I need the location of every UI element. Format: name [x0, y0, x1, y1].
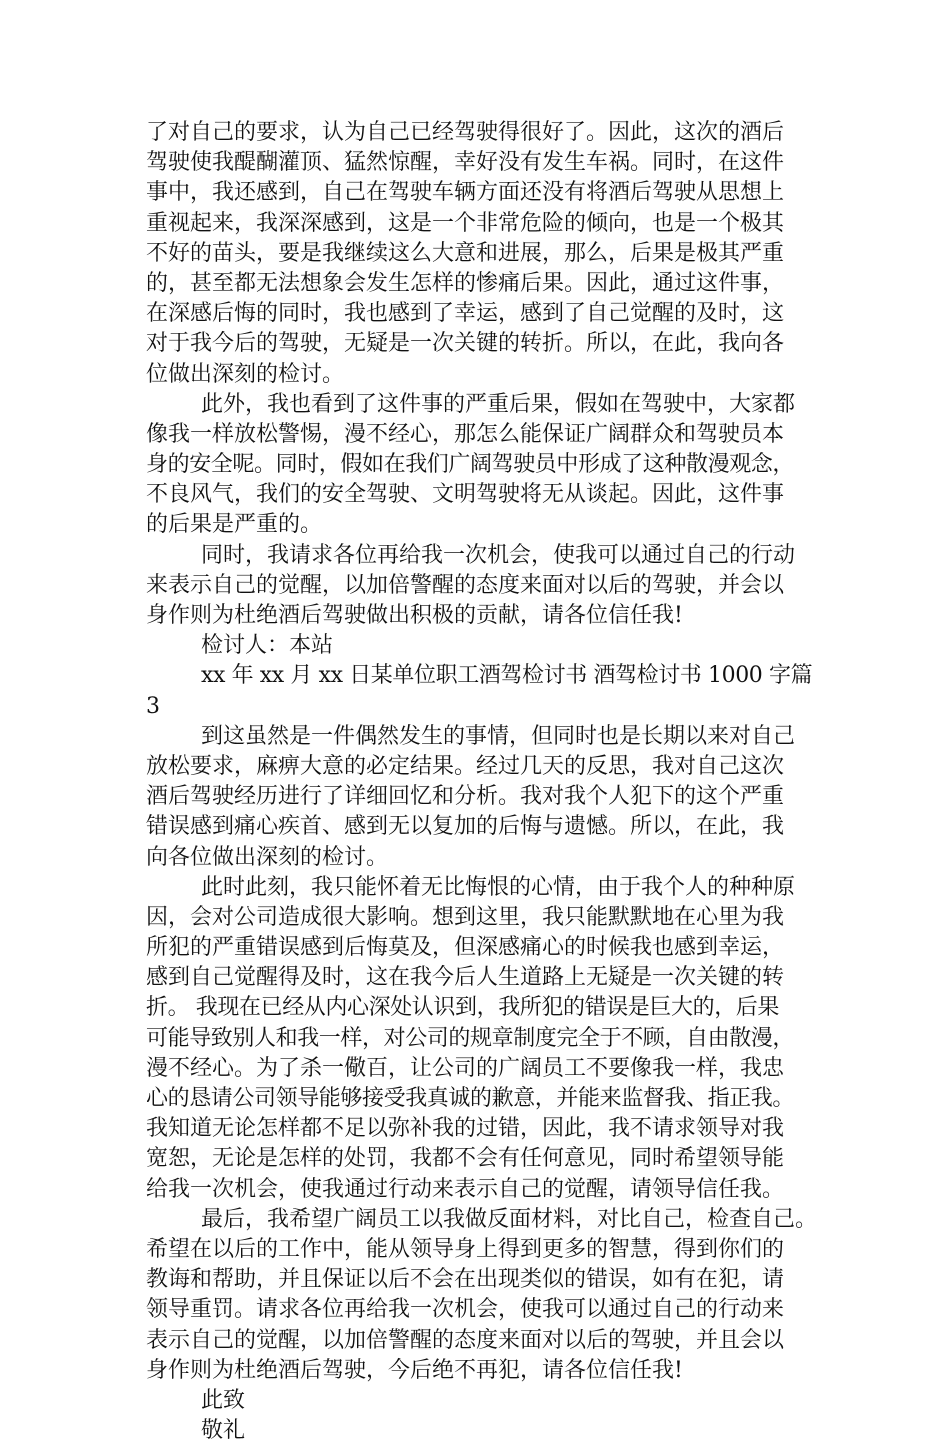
closing-regards: 敬礼 — [201, 1418, 246, 1444]
signature-line: 检讨人：本站 — [201, 633, 334, 659]
section-heading: xx 年 xx 月 xx 日某单位职工酒驾检讨书 酒驾检讨书 1000 字篇 — [201, 663, 813, 689]
body-text-line: 希望在以后的工作中，能从领导身上得到更多的智慧，得到你们的 — [146, 1236, 785, 1262]
body-text-line: 像我一样放松警惕，漫不经心，那怎么能保证广阔群众和驾驶员本 — [146, 421, 785, 447]
body-text-line: 事中，我还感到，自己在驾驶车辆方面还没有将酒后驾驶从思想上 — [146, 180, 785, 206]
body-text-line: 教诲和帮助，并且保证以后不会在出现类似的错误，如有在犯，请 — [146, 1267, 785, 1293]
paragraph-first-line: 此时此刻，我只能怀着无比悔恨的心情，由于我个人的种种原 — [201, 874, 796, 900]
body-text-line: 酒后驾驶经历进行了详细回忆和分析。我对我个人犯下的这个严重 — [146, 784, 785, 810]
paragraph-first-line: 最后，我希望广阔员工以我做反面材料，对比自己，检查自己。 — [201, 1206, 818, 1232]
document-body — [146, 118, 818, 1446]
body-text-line: 折。 我现在已经从内心深处认识到，我所犯的错误是巨大的，后果 — [146, 995, 779, 1021]
paragraph-first-line: 此外，我也看到了这件事的严重后果，假如在驾驶中，大家都 — [201, 391, 796, 417]
paragraph-first-line: 到这虽然是一件偶然发生的事情，但同时也是长期以来对自己 — [201, 723, 796, 749]
body-text-line: 不好的苗头，要是我继续这么大意和进展，那么，后果是极其严重 — [146, 240, 785, 266]
body-text-line: 向各位做出深刻的检讨。 — [146, 844, 389, 870]
section-heading-continued: 3 — [146, 693, 160, 719]
body-text-line: 因，会对公司造成很大影响。想到这里，我只能默默地在心里为我 — [146, 904, 785, 930]
body-text-line: 给我一次机会，使我通过行动来表示自己的觉醒，请领导信任我。 — [146, 1176, 785, 1202]
body-text-line: 的后果是严重的。 — [146, 512, 323, 538]
body-text-line: 我知道无论怎样都不足以弥补我的过错，因此，我不请求领导对我 — [146, 1116, 785, 1142]
body-text-line: 感到自己觉醒得及时，这在我今后人生道路上无疑是一次关键的转 — [146, 965, 785, 991]
paragraph-first-line: 同时，我请求各位再给我一次机会，使我可以通过自己的行动 — [201, 542, 796, 568]
body-text-line: 了对自己的要求，认为自己已经驾驶得很好了。因此，这次的酒后 — [146, 120, 785, 145]
body-text-line: 放松要求，麻痹大意的必定结果。经过几天的反思，我对自己这次 — [146, 753, 785, 779]
body-text-line: 身作则为杜绝酒后驾驶做出积极的贡献，请各位信任我! — [146, 603, 683, 628]
body-text-line: 驾驶使我醍醐灌顶、猛然惊醒，幸好没有发生车祸。同时，在这件 — [146, 150, 785, 176]
closing-salutation: 此致 — [201, 1387, 246, 1413]
body-text-line: 可能导致别人和我一样，对公司的规章制度完全于不顾，自由散漫， — [146, 1025, 795, 1051]
body-text-line: 身作则为杜绝酒后驾驶，今后绝不再犯，请各位信任我! — [146, 1357, 683, 1383]
body-text-line: 不良风气，我们的安全驾驶、文明驾驶将无从谈起。因此，这件事 — [146, 482, 785, 508]
body-text-line: 漫不经心。为了杀一儆百，让公司的广阔员工不要像我一样，我忠 — [146, 1055, 785, 1081]
body-text-line: 身的安全呢。同时，假如在我们广阔驾驶员中形成了这种散漫观念， — [146, 452, 795, 478]
body-text-line: 来表示自己的觉醒，以加倍警醒的态度来面对以后的驾驶，并会以 — [146, 572, 785, 598]
body-text-line: 领导重罚。请求各位再给我一次机会，使我可以通过自己的行动来 — [146, 1297, 785, 1323]
body-text-line: 的，甚至都无法想象会发生怎样的惨痛后果。因此，通过这件事， — [146, 270, 785, 296]
body-text-line: 重视起来，我深深感到，这是一个非常危险的倾向，也是一个极其 — [146, 210, 785, 236]
body-text-line: 对于我今后的驾驶，无疑是一次关键的转折。所以，在此，我向各 — [146, 331, 785, 357]
body-text-line: 心的恳请公司领导能够接受我真诚的歉意，并能来监督我、指正我。 — [146, 1086, 795, 1111]
body-text-line: 表示自己的觉醒，以加倍警醒的态度来面对以后的驾驶，并且会以 — [146, 1327, 785, 1353]
body-text-line: 宽恕，无论是怎样的处罚，我都不会有任何意见，同时希望领导能 — [146, 1146, 785, 1172]
body-text-line: 所犯的严重错误感到后悔莫及，但深感痛心的时候我也感到幸运， — [146, 935, 785, 961]
body-text-line: 在深感后悔的同时，我也感到了幸运，感到了自己觉醒的及时，这 — [146, 301, 785, 327]
body-text-line: 错误感到痛心疾首、感到无以复加的后悔与遗憾。所以，在此，我 — [146, 814, 785, 840]
body-text-line: 位做出深刻的检讨。 — [146, 361, 345, 387]
